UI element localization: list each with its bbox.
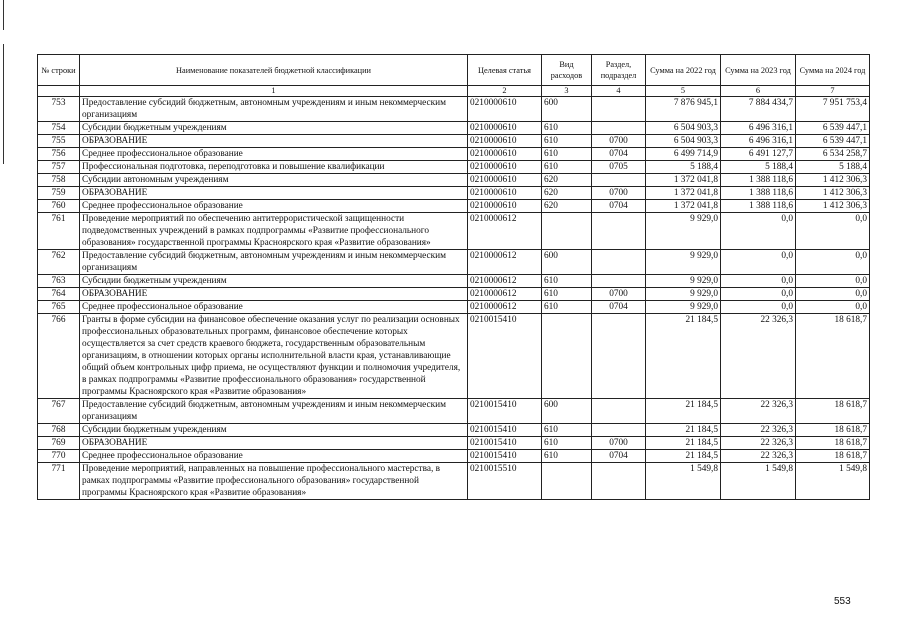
column-number: 7	[796, 86, 870, 97]
indicator-name: Предоставление субсидий бюджетным, автономным учреждениям и иным некоммерческим организациям	[80, 399, 468, 424]
column-number: 6	[721, 86, 796, 97]
indicator-name: ОБРАЗОВАНИЕ	[80, 437, 468, 450]
target-article: 0210000610	[468, 174, 542, 187]
sum-2023: 22 326,3	[721, 424, 796, 437]
sum-2023: 0,0	[721, 213, 796, 250]
sum-2022: 6 504 903,3	[646, 135, 721, 148]
sum-2022: 1 549,8	[646, 463, 721, 500]
target-article: 0210015410	[468, 450, 542, 463]
sum-2022: 9 929,0	[646, 275, 721, 288]
section-subsection: 0704	[592, 148, 646, 161]
table-row	[38, 174, 870, 187]
indicator-name: Субсидии бюджетным учреждениям	[80, 275, 468, 288]
sum-2024: 18 618,7	[796, 437, 870, 450]
binding-margin-line	[3, 0, 4, 30]
indicator-name: Профессиональная подготовка, переподготовка и повышение квалификации	[80, 161, 468, 174]
sum-2023: 6 496 316,1	[721, 122, 796, 135]
sum-2023: 0,0	[721, 275, 796, 288]
row-number: 753	[38, 97, 80, 122]
row-number: 768	[38, 424, 80, 437]
table-row	[38, 97, 870, 122]
column-number: 5	[646, 86, 721, 97]
row-number: 766	[38, 314, 80, 399]
sum-2022: 9 929,0	[646, 213, 721, 250]
sum-2022: 5 188,4	[646, 161, 721, 174]
target-article: 0210015410	[468, 437, 542, 450]
table-row	[38, 213, 870, 250]
sum-2022: 21 184,5	[646, 450, 721, 463]
section-subsection: 0700	[592, 288, 646, 301]
row-number: 755	[38, 135, 80, 148]
table-row	[38, 314, 870, 399]
target-article: 0210000612	[468, 250, 542, 275]
expense-kind: 610	[542, 424, 592, 437]
target-article: 0210000612	[468, 288, 542, 301]
sum-2023: 1 388 118,6	[721, 187, 796, 200]
column-number: 3	[542, 86, 592, 97]
expense-kind: 610	[542, 437, 592, 450]
table-row	[38, 187, 870, 200]
target-article: 0210000610	[468, 161, 542, 174]
header-name: Наименование показателей бюджетной классификации	[80, 55, 468, 86]
sum-2024: 1 412 306,3	[796, 174, 870, 187]
table-row	[38, 148, 870, 161]
row-number: 763	[38, 275, 80, 288]
sum-2023: 7 884 434,7	[721, 97, 796, 122]
table-row	[38, 301, 870, 314]
indicator-name: Субсидии бюджетным учреждениям	[80, 424, 468, 437]
section-subsection	[592, 122, 646, 135]
header-kind: Вид расходов	[542, 55, 592, 86]
expense-kind: 620	[542, 174, 592, 187]
section-subsection	[592, 463, 646, 500]
header-target: Целевая статья	[468, 55, 542, 86]
expense-kind: 620	[542, 200, 592, 213]
binding-margin-line	[3, 44, 4, 164]
sum-2022: 7 876 945,1	[646, 97, 721, 122]
budget-table	[37, 54, 870, 500]
sum-2024: 5 188,4	[796, 161, 870, 174]
indicator-name: Среднее профессиональное образование	[80, 148, 468, 161]
sum-2023: 0,0	[721, 250, 796, 275]
table-row	[38, 275, 870, 288]
row-number: 760	[38, 200, 80, 213]
header-sum-2023: Сумма на 2023 год	[721, 55, 796, 86]
sum-2024: 0,0	[796, 301, 870, 314]
indicator-name: ОБРАЗОВАНИЕ	[80, 187, 468, 200]
expense-kind	[542, 213, 592, 250]
indicator-name: Среднее профессиональное образование	[80, 301, 468, 314]
sum-2023: 1 388 118,6	[721, 200, 796, 213]
target-article: 0210015410	[468, 399, 542, 424]
target-article: 0210000610	[468, 187, 542, 200]
section-subsection: 0700	[592, 187, 646, 200]
expense-kind: 600	[542, 250, 592, 275]
target-article: 0210000610	[468, 148, 542, 161]
sum-2024: 0,0	[796, 288, 870, 301]
sum-2022: 1 372 041,8	[646, 200, 721, 213]
sum-2024: 6 539 447,1	[796, 122, 870, 135]
table-row	[38, 288, 870, 301]
table-row	[38, 424, 870, 437]
target-article: 0210015410	[468, 314, 542, 399]
sum-2024: 0,0	[796, 213, 870, 250]
expense-kind: 610	[542, 301, 592, 314]
indicator-name: Среднее профессиональное образование	[80, 450, 468, 463]
sum-2022: 6 504 903,3	[646, 122, 721, 135]
row-number: 758	[38, 174, 80, 187]
header-sum-2024: Сумма на 2024 год	[796, 55, 870, 86]
target-article: 0210015510	[468, 463, 542, 500]
section-subsection	[592, 213, 646, 250]
row-number: 757	[38, 161, 80, 174]
expense-kind: 600	[542, 97, 592, 122]
sum-2024: 6 539 447,1	[796, 135, 870, 148]
section-subsection	[592, 250, 646, 275]
column-number	[38, 86, 80, 97]
target-article: 0210000612	[468, 301, 542, 314]
section-subsection	[592, 314, 646, 399]
row-number: 756	[38, 148, 80, 161]
sum-2024: 18 618,7	[796, 450, 870, 463]
section-subsection	[592, 399, 646, 424]
header-section: Раздел, подраздел	[592, 55, 646, 86]
table-row	[38, 161, 870, 174]
sum-2022: 1 372 041,8	[646, 187, 721, 200]
indicator-name: Предоставление субсидий бюджетным, автономным учреждениям и иным некоммерческим организациям	[80, 250, 468, 275]
target-article: 0210000610	[468, 200, 542, 213]
table-row	[38, 135, 870, 148]
sum-2023: 6 491 127,7	[721, 148, 796, 161]
sum-2023: 22 326,3	[721, 399, 796, 424]
table-row	[38, 437, 870, 450]
sum-2023: 1 549,8	[721, 463, 796, 500]
sum-2023: 22 326,3	[721, 450, 796, 463]
section-subsection	[592, 174, 646, 187]
section-subsection: 0704	[592, 200, 646, 213]
column-number: 4	[592, 86, 646, 97]
target-article: 0210000612	[468, 275, 542, 288]
sum-2023: 0,0	[721, 301, 796, 314]
sum-2023: 1 388 118,6	[721, 174, 796, 187]
target-article: 0210000610	[468, 97, 542, 122]
section-subsection	[592, 275, 646, 288]
target-article: 0210000610	[468, 122, 542, 135]
indicator-name: Субсидии автономным учреждениям	[80, 174, 468, 187]
sum-2022: 9 929,0	[646, 288, 721, 301]
sum-2024: 18 618,7	[796, 314, 870, 399]
expense-kind: 610	[542, 135, 592, 148]
expense-kind	[542, 314, 592, 399]
header-sum-2022: Сумма на 2022 год	[646, 55, 721, 86]
sum-2024: 6 534 258,7	[796, 148, 870, 161]
sum-2023: 5 188,4	[721, 161, 796, 174]
table-header-row	[38, 55, 870, 86]
column-number: 1	[80, 86, 468, 97]
row-number: 762	[38, 250, 80, 275]
column-number: 2	[468, 86, 542, 97]
row-number: 771	[38, 463, 80, 500]
section-subsection: 0704	[592, 301, 646, 314]
header-row-no: № строки	[38, 55, 80, 86]
section-subsection	[592, 97, 646, 122]
sum-2022: 21 184,5	[646, 399, 721, 424]
sum-2022: 9 929,0	[646, 250, 721, 275]
sum-2024: 18 618,7	[796, 424, 870, 437]
sum-2022: 9 929,0	[646, 301, 721, 314]
expense-kind: 600	[542, 399, 592, 424]
section-subsection: 0700	[592, 437, 646, 450]
row-number: 765	[38, 301, 80, 314]
expense-kind: 610	[542, 148, 592, 161]
sum-2022: 21 184,5	[646, 424, 721, 437]
expense-kind: 610	[542, 450, 592, 463]
sum-2023: 6 496 316,1	[721, 135, 796, 148]
table-row	[38, 399, 870, 424]
sum-2022: 6 499 714,9	[646, 148, 721, 161]
row-number: 770	[38, 450, 80, 463]
sum-2023: 22 326,3	[721, 314, 796, 399]
sum-2024: 1 412 306,3	[796, 200, 870, 213]
sum-2024: 1 549,8	[796, 463, 870, 500]
indicator-name: Проведение мероприятий, направленных на повышение профессионального мастерства, в рамках подпрограммы «Развитие профессионального образования» государственной программы Красноярского края «Развитие образования»	[80, 463, 468, 500]
indicator-name: ОБРАЗОВАНИЕ	[80, 288, 468, 301]
table-body	[38, 97, 870, 500]
row-number: 754	[38, 122, 80, 135]
expense-kind: 610	[542, 288, 592, 301]
table-row	[38, 200, 870, 213]
target-article: 0210000610	[468, 135, 542, 148]
sum-2023: 22 326,3	[721, 437, 796, 450]
indicator-name: Субсидии бюджетным учреждениям	[80, 122, 468, 135]
section-subsection: 0705	[592, 161, 646, 174]
sum-2024: 7 951 753,4	[796, 97, 870, 122]
sum-2024: 18 618,7	[796, 399, 870, 424]
row-number: 759	[38, 187, 80, 200]
row-number: 769	[38, 437, 80, 450]
expense-kind: 610	[542, 161, 592, 174]
section-subsection: 0704	[592, 450, 646, 463]
sum-2024: 1 412 306,3	[796, 187, 870, 200]
expense-kind: 610	[542, 275, 592, 288]
row-number: 764	[38, 288, 80, 301]
sum-2023: 0,0	[721, 288, 796, 301]
section-subsection: 0700	[592, 135, 646, 148]
table-row	[38, 250, 870, 275]
target-article: 0210015410	[468, 424, 542, 437]
sum-2022: 1 372 041,8	[646, 174, 721, 187]
row-number: 761	[38, 213, 80, 250]
table-row	[38, 463, 870, 500]
target-article: 0210000612	[468, 213, 542, 250]
sum-2024: 0,0	[796, 275, 870, 288]
table-row	[38, 122, 870, 135]
indicator-name: Проведение мероприятий по обеспечению антитеррористической защищенности подведомственных учреждений в рамках подпрограммы «Развитие профессионального образования» государственной программы Красноярского края «Развитие образования»	[80, 213, 468, 250]
page-number: 553	[834, 596, 851, 607]
indicator-name: ОБРАЗОВАНИЕ	[80, 135, 468, 148]
expense-kind: 620	[542, 187, 592, 200]
table-row	[38, 450, 870, 463]
expense-kind	[542, 463, 592, 500]
indicator-name: Предоставление субсидий бюджетным, автономным учреждениям и иным некоммерческим организациям	[80, 97, 468, 122]
sum-2022: 21 184,5	[646, 437, 721, 450]
sum-2022: 21 184,5	[646, 314, 721, 399]
indicator-name: Среднее профессиональное образование	[80, 200, 468, 213]
section-subsection	[592, 424, 646, 437]
row-number: 767	[38, 399, 80, 424]
expense-kind: 610	[542, 122, 592, 135]
column-number-row	[38, 86, 870, 97]
indicator-name: Гранты в форме субсидии на финансовое обеспечение оказания услуг по реализации основных профессиональных образовательных программ, финансовое обеспечение которых осуществляется за счет средств краевого бюджета, государственным образовательным организациям, в отношении которых органы исполнительной власти края, устанавливающие общий объем контрольных цифр приема, не осуществляют функции и полномочия учредителя, в рамках подпрограммы «Развитие профессионального образования» государственной программы Красноярского края «Развитие образования»	[80, 314, 468, 399]
sum-2024: 0,0	[796, 250, 870, 275]
